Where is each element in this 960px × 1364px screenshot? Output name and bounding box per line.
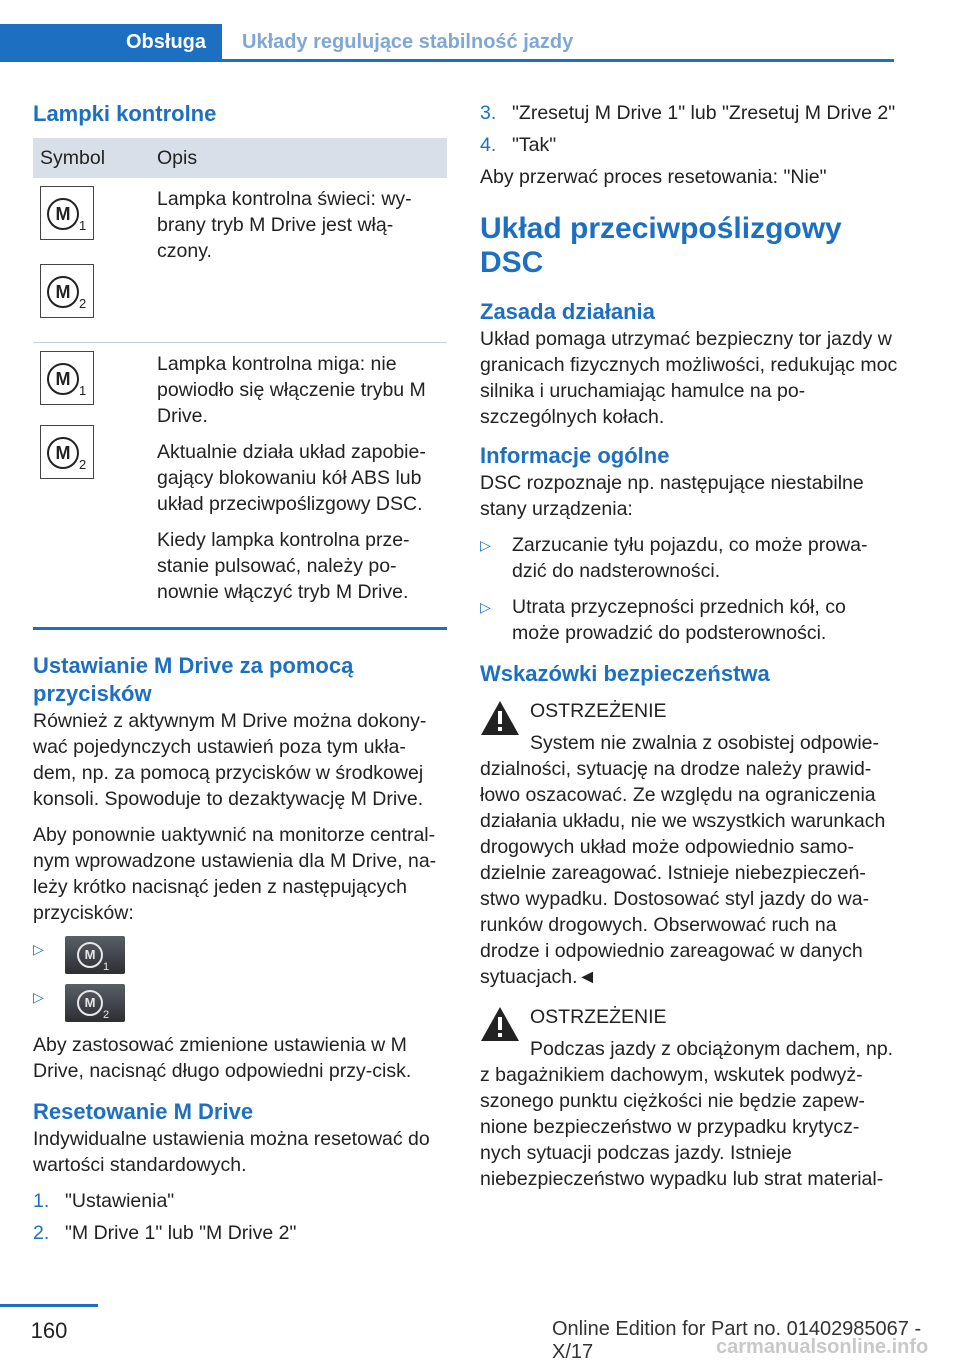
paragraph: DSC rozpoznaje np. następujące niestabilne stany urządzenia: (480, 472, 864, 520)
m-drive-2-icon (40, 425, 94, 479)
m-drive-1-icon (40, 186, 94, 240)
m-letter: M (77, 942, 103, 968)
list-item (33, 936, 447, 974)
section-tab[interactable]: Obsługa (0, 24, 222, 61)
chapter-tab[interactable]: Układy regulujące stabilność jazdy (222, 24, 894, 61)
m-drive-2-icon (40, 264, 94, 318)
desc-text: Kiedy lampka kontrolna prze-stanie pulsować, należy po-nownie włączyć tryb M Drive. (157, 529, 410, 603)
triangle-right-icon: ▷ (33, 989, 44, 1005)
step-number: 3. (480, 102, 497, 124)
m-letter: M (47, 198, 79, 230)
m-number: 2 (79, 296, 87, 311)
triangle-right-icon: ▷ (33, 941, 44, 957)
m-number: 2 (79, 457, 87, 472)
paragraph: Również z aktywnym M Drive można dokony-wać pojedynczych ustawień poza tym ukła-dem, np. za pomocą przycisków w środkowej konsoli. Spowoduje to dezaktywację M Drive. (33, 710, 427, 810)
list-item (480, 532, 898, 584)
watermark: carmanualsonline.info (716, 1336, 929, 1358)
symbol-cell (33, 343, 150, 614)
warning-triangle-icon (480, 1006, 520, 1042)
step-item (480, 132, 898, 158)
reset-title: Resetowanie M Drive (33, 1099, 254, 1124)
header-divider (0, 59, 894, 62)
warning-label: OSTRZEŻENIE (530, 700, 667, 722)
indicator-table (33, 138, 447, 613)
warning-triangle-icon (480, 700, 520, 736)
paragraph: Aby przerwać proces resetowania: "Nie" (480, 166, 827, 188)
paragraph: Aby zastosować zmienione ustawienia w M Drive, nacisnąć długo odpowiedni przy-cisk. (33, 1034, 412, 1082)
step-text: "Ustawienia" (65, 1190, 175, 1212)
lamps-title: Lampki kontrolne (33, 101, 217, 126)
bullet-text: Utrata przyczepności przednich kół, co może prowadzić do podsterowności. (512, 596, 846, 644)
m-number: 2 (103, 1009, 110, 1021)
bullet-text: Zarzucanie tyłu pojazdu, co może prowa-dzić do nadsterowności. (512, 534, 868, 582)
step-text: "M Drive 1" lub "M Drive 2" (65, 1222, 297, 1244)
table-header (33, 138, 447, 178)
dsc-title: Układ przeciwpoślizgowy DSC (480, 212, 842, 279)
section-divider (33, 627, 447, 630)
general-title: Informacje ogólne (480, 443, 670, 468)
m-drive-1-button-icon[interactable] (65, 936, 125, 974)
step-number: 1. (33, 1190, 50, 1212)
warning-text: Podczas jazdy z obciążonym dachem, np. z bagażnikiem dachowym, wskutek podwyż-szonego punktu ciężkości nie będzie zapew-nione bezpieczeństwo w przypadku krytycz-nych sytuacji podczas jazdy. Istnieje niebezpieczeństwo wypadku lub strat material- (480, 1038, 894, 1190)
table-row (33, 343, 447, 614)
col-opis: Opis (150, 138, 447, 178)
triangle-right-icon: ▷ (480, 537, 491, 553)
list-item (480, 594, 898, 646)
triangle-right-icon: ▷ (480, 599, 491, 615)
safety-title: Wskazówki bezpieczeństwa (480, 661, 770, 686)
table-row (33, 178, 447, 343)
step-number: 2. (33, 1222, 50, 1244)
list-item (33, 984, 447, 1022)
desc-text: Lampka kontrolna świeci: wy-brany tryb M Drive jest włą-czony. (157, 188, 412, 262)
page-number: 160 (30, 1318, 68, 1343)
desc-cell (150, 178, 447, 343)
m-letter: M (47, 437, 79, 469)
warning-block (480, 1004, 898, 1192)
desc-text: Lampka kontrolna miga: nie powiodło się włączenie trybu M Drive. (157, 353, 426, 427)
m-letter: M (47, 276, 79, 308)
page-number-bar (0, 1304, 98, 1307)
step-item (33, 1220, 447, 1246)
step-number: 4. (480, 134, 497, 156)
page-header (0, 0, 960, 62)
symbol-cell (33, 178, 150, 343)
paragraph: Indywidualne ustawienia można resetować do wartości standardowych. (33, 1128, 430, 1176)
step-item (480, 100, 898, 126)
m-letter: M (47, 363, 79, 395)
paragraph: Układ pomaga utrzymać bezpieczny tor jazdy w granicach fizycznych możliwości, redukując moc silnika i uruchamiając hamulce na po-szczególnych kołach. (480, 328, 898, 428)
step-text: "Tak" (512, 134, 557, 156)
left-column (33, 100, 447, 1252)
desc-text: Aktualnie działa układ zapobie-gający blokowaniu kół ABS lub układ przeciwpoślizgowy DSC. (157, 441, 426, 515)
col-symbol: Symbol (33, 138, 150, 178)
warning-text: System nie zwalnia z osobistej odpowie-dzialności, sytuację na drodze należy prawid-łowo oszacować. Ze względu na ograniczenia działania układu, nie we wszystkich warunkach drogowych układ może odpowiednio samo-dzielnie zareagować. Istnieje niebezpieczeń-stwo wypadku. Dostosować styl jazdy do wa-runków drogowych. Obserwować ruch na drodze i odpowiednio zareagować w danych sytuacjach.◄ (480, 732, 886, 988)
m-number: 1 (79, 218, 87, 233)
m-number: 1 (103, 961, 110, 973)
right-column (480, 100, 898, 1202)
m-drive-1-icon (40, 351, 94, 405)
m-drive-2-button-icon[interactable] (65, 984, 125, 1022)
warning-label: OSTRZEŻENIE (530, 1006, 667, 1028)
m-letter: M (77, 990, 103, 1016)
buttons-title: Ustawianie M Drive za pomocą przycisków (33, 653, 354, 706)
warning-block (480, 698, 898, 990)
principle-title: Zasada działania (480, 299, 655, 324)
edition-footer: Online Edition for Part no. 01402985067 - X/17 (552, 1318, 922, 1363)
step-item (33, 1188, 447, 1214)
m-number: 1 (79, 383, 87, 398)
desc-cell (150, 343, 447, 614)
paragraph: Aby ponownie uaktywnić na monitorze central-nym wprowadzone ustawienia dla M Drive, na-leży krótko nacisnąć jeden z następujących przycisków: (33, 824, 437, 924)
step-text: "Zresetuj M Drive 1" lub "Zresetuj M Drive 2" (512, 102, 896, 124)
